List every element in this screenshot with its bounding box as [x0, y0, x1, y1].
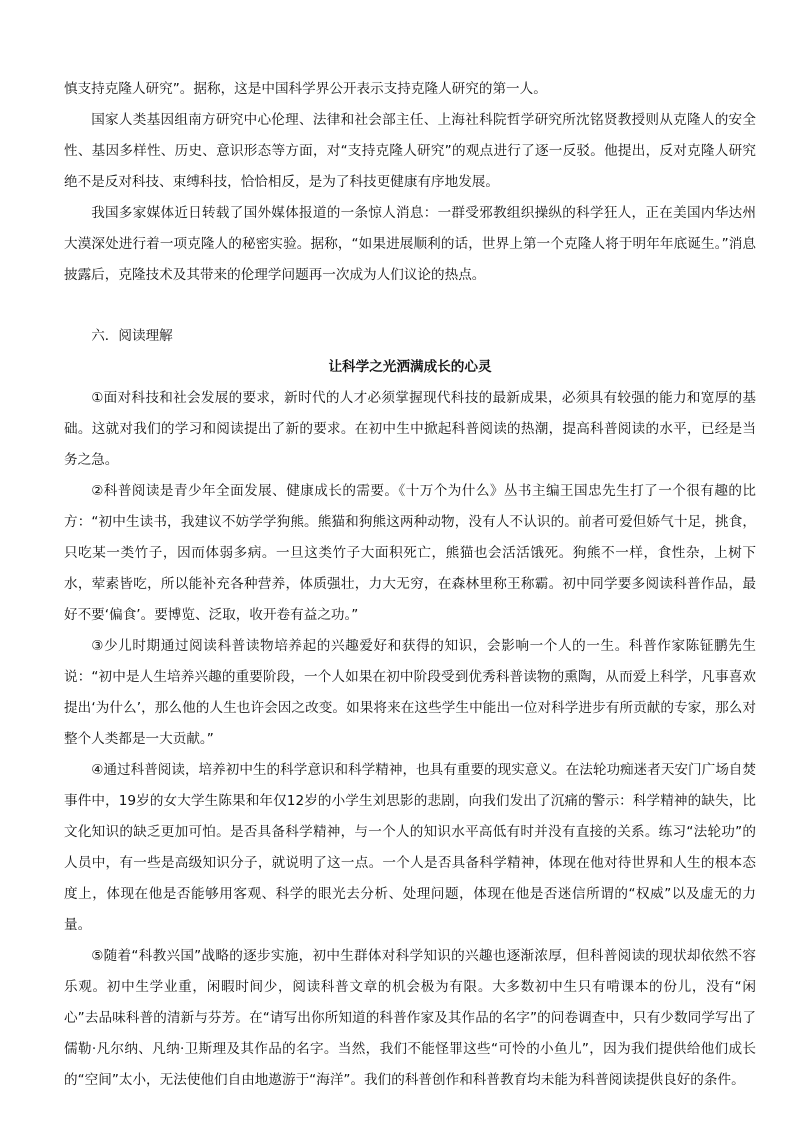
article-paragraph-1: ①面对科技和社会发展的要求，新时代的人才必须掌握现代科技的最新成果，必须具有较强的能力和宽厚的基础。这就对我们的学习和阅读提出了新的要求。在初中生中掀起科普阅读的热潮，提高科普阅读的水平，已经是当务之急。 [64, 390, 756, 468]
intro-paragraph-3: 我国多家媒体近日转载了国外媒体报道的一条惊人消息：一群受邪教组织操纵的科学狂人，正在美国内华达州大漠深处进行着一项克隆人的秘密实验。据称，“如果进展顺利的话，世界上第一个克隆人将于明年年底诞生。”消息披露后，克隆技术及其带来的伦理学问题再一次成为人们议论的热点。 [64, 205, 756, 283]
article-title: 让科学之光洒满成长的心灵 [328, 359, 492, 375]
intro-paragraph-2: 国家人类基因组南方研究中心伦理、法律和社会部主任、上海社科院哲学研究所沈铭贤教授则从克隆人的安全性、基因多样性、历史、意识形态等方面，对“支持克隆人研究”的观点进行了逐一反驳。他提出，反对克隆人研究绝不是反对科技、束缚科技，恰恰相反，是为了科技更健康有序地发展。 [64, 112, 756, 190]
article-paragraph-5: ⑤随着“科教兴国”战略的逐步实施，初中生群体对科学知识的兴趣也逐渐浓厚，但科普阅读的现状却依然不容乐观。初中生学业重，闲暇时间少，阅读科普文章的机会极为有限。大多数初中生只有啃课本的份儿，没有“闲心”去品味科普的清新与芬芳。在“请写出你所知道的科普作家及其作品的名字”的问卷调查中，只有少数同学写出了儒勒·凡尔纳、凡纳·卫斯理及其作品的名字。当然，我们不能怪罪这些“可怜的小鱼儿”，因为我们提供给他们成长的“空间”太小，无法使他们自由地遨游于“海洋”。我们的科普创作和科普教育均未能为科普阅读提供良好的条件。 [64, 948, 756, 1088]
document-page [64, 74, 756, 1096]
intro-paragraph-1: 慎支持克隆人研究”。据称，这是中国科学界公开表示支持克隆人研究的第一人。 [64, 81, 547, 97]
article-paragraph-2: ②科普阅读是青少年全面发展、健康成长的需要。《十万个为什么》丛书主编王国忠先生打了一个很有趣的比方：“初中生读书，我建议不妨学学狗熊。熊猫和狗熊这两种动物，没有人不认识的。前者可爱但娇气十足，挑食，只吃某一类竹子，因而体弱多病。一旦这类竹子大面积死亡，熊猫也会活活饿死。狗熊不一样，食性杂，上树下水，荤素皆吃，所以能补充各种营养，体质强壮，力大无穷，在森林里称王称霸。初中同学要多阅读科普作品，最好不要‘偏食’。要博览、泛取，收开卷有益之功。” [64, 483, 756, 623]
article-paragraph-4: ④通过科普阅读，培养初中生的科学意识和科学精神，也具有重要的现实意义。在法轮功痴迷者天安门广场自焚事件中，19岁的女大学生陈果和年仅12岁的小学生刘思影的悲剧，向我们发出了沉痛的警示：科学精神的缺失，比文化知识的缺乏更加可怕。是否具备科学精神，与一个人的知识水平高低有时并没有直接的关系。练习“法轮功”的人员中，有一些是高级知识分子，就说明了这一点。一个人是否具备科学精神，体现在他对待世界和人生的根本态度上，体现在他是否能够用客观、科学的眼光去分析、处理问题，体现在他是否迷信所谓的“权威”以及虚无的力量。 [64, 762, 756, 933]
article-paragraph-3: ③少儿时期通过阅读科普读物培养起的兴趣爱好和获得的知识，会影响一个人的一生。科普作家陈钲鹏先生说：“初中是人生培养兴趣的重要阶段，一个人如果在初中阶段受到优秀科普读物的熏陶，从而爱上科学，凡事喜欢提出‘为什么’，那么他的人生也许会因之改变。如果将来在这些学生中能出一位对科学进步有所贡献的专家，那么对整个人类都是一大贡献。” [64, 638, 756, 747]
section-heading: 六．阅读理解 [91, 328, 173, 344]
